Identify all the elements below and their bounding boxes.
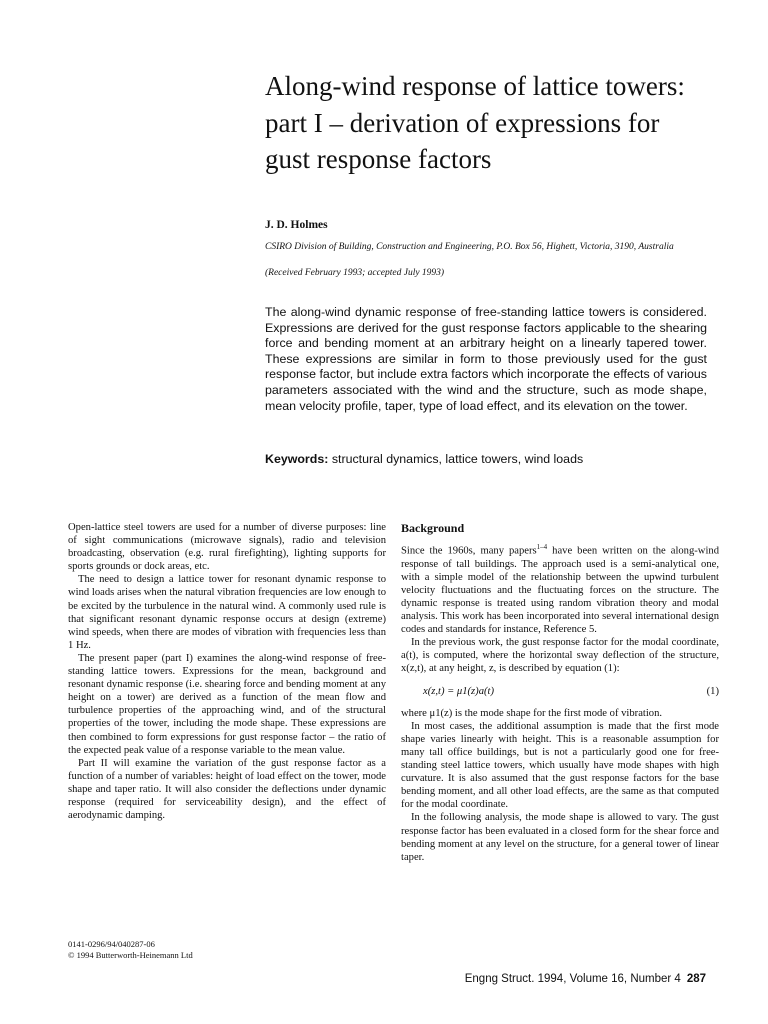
page-number: 287 xyxy=(686,973,706,985)
equation-body: x(z,t) = μ1(z)a(t) xyxy=(423,685,495,697)
keywords-label: Keywords: xyxy=(265,452,329,466)
paper-title: Along-wind response of lattice towers: part I – derivation of expressions for gust response factors xyxy=(265,71,685,174)
copyright-notice: © 1994 Butterworth-Heinemann Ltd xyxy=(68,950,193,960)
background-paragraph: In the following analysis, the mode shape is allowed to vary. The gust response factor has been evaluated in a closed form for the shear force and bending moment at any level on the structure, for a general tower of linear taper. xyxy=(401,812,719,863)
right-column xyxy=(401,522,719,864)
background-paragraph: In most cases, the additional assumption is made that the first mode shape varies linearly with height. This is a reasonable assumption for many tall office buildings, but is not a particularly good one for free-standing steel lattice towers, which usually have mode shapes with high curvature. It is also assumed that the gust response factors for the base bending moment, and all other load effects, are the same as that computed for the modal coordinate. xyxy=(401,720,719,811)
background-paragraph: In the previous work, the gust response factor for the modal coordinate, a(t), is computed, where the horizontal sway deflection of the structure, x(z,t), at any height, z, is described by equation (1): xyxy=(401,637,719,675)
section-heading-background: Background xyxy=(401,521,465,535)
journal-citation: Engng Struct. 1994, Volume 16, Number 4 xyxy=(464,973,681,985)
author-name: J. D. Holmes xyxy=(265,219,328,231)
background-text: have been written on the along-wind response of tall buildings. The approach used is a semi-analytical one, with a simple model of the relationship between the upwind turbulent velocity fluctuations and the fluctuating forces on the structure. The dynamic response is treated using random vibration theory and modal analysis. This work has been incorporated into several international design codes and standards for instance, Reference 5. xyxy=(401,545,719,636)
equation-1 xyxy=(401,685,719,698)
background-paragraph xyxy=(401,541,719,636)
author-affiliation: CSIRO Division of Building, Construction and Engineering, P.O. Box 56, Highett, Victoria, 3190, Australia xyxy=(265,242,674,252)
equation-number: (1) xyxy=(706,685,719,697)
left-column xyxy=(68,521,386,822)
background-text: Since the 1960s, many papers xyxy=(401,545,537,557)
intro-paragraph: The present paper (part I) examines the along-wind response of free-standing lattice towers. Expressions for the mean, background and resonant dynamic response (i.e. shearing force and bending moment at any height on a tower) are derived as a function of the mean flow and turbulence properties of the approaching wind, and of the structural properties of the tower, including the mode shape. These expressions are then combined to form expressions for gust response factor – the ratio of the expected peak value of a response variable to the mean value. xyxy=(68,652,386,756)
intro-paragraph: The need to design a lattice tower for resonant dynamic response to wind loads arises when the natural vibration frequencies are low enough to be excited by the turbulence in the natural wind. A commonly used rule is that significant resonant dynamic response occurs at design (extreme) wind speeds, when there are modes of vibration with frequencies less than 1 Hz. xyxy=(68,574,386,651)
abstract: The along-wind dynamic response of free-standing lattice towers is considered. Expressions are derived for the gust response factors applicable to the shearing force and bending moment at an arbitrary height on a linearly tapered tower. These expressions are similar in form to those previously used for the gust response factor, but include extra factors which incorporate the effects of various parameters associated with the wind and the structure, such as mode shape, mean velocity profile, taper, type of load effect, and its elevation on the tower. xyxy=(265,305,707,413)
copyright-block xyxy=(68,939,193,961)
keywords xyxy=(265,452,715,466)
journal-footer xyxy=(412,973,706,985)
intro-paragraph: Part II will examine the variation of the gust response factor as a function of a number of variables: height of load effect on the tower, mode shape and taper ratio. It will also consider the deflections under dynamic response (required for serviceability design), and the effect of aerodynamic damping. xyxy=(68,757,386,822)
citation-superscript: 1–4 xyxy=(536,543,548,552)
intro-paragraph: Open-lattice steel towers are used for a number of diverse purposes: line of sight communications (microwave signals), radio and television broadcasting, observation (e.g. rural firefighting), lighting supports for sports grounds or dock areas, etc. xyxy=(68,522,386,573)
issn-code: 0141-0296/94/040287-06 xyxy=(68,939,155,949)
received-dates: (Received February 1993; accepted July 1993) xyxy=(265,268,445,278)
keywords-text: structural dynamics, lattice towers, wind loads xyxy=(331,452,584,466)
background-paragraph: where μ1(z) is the mode shape for the first mode of vibration. xyxy=(401,707,663,719)
